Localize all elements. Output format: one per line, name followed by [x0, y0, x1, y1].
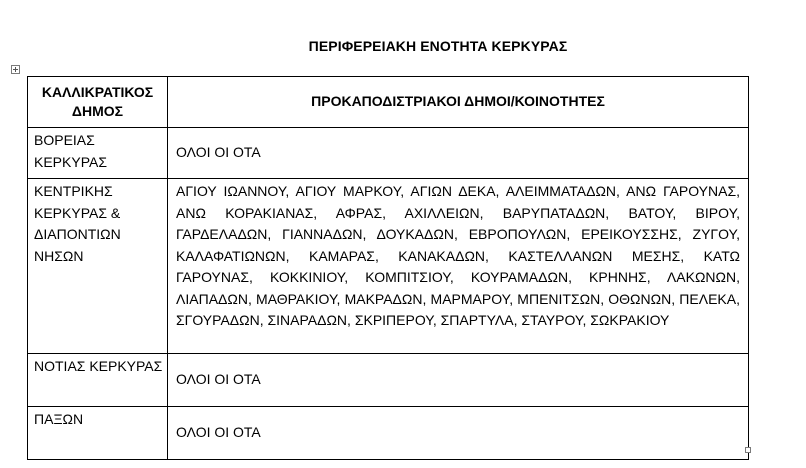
municipalities-table	[27, 76, 749, 460]
communities-cell: ΟΛΟΙ ΟΙ ΟΤΑ	[168, 407, 749, 460]
document-title: ΠΕΡΙΦΕΡΕΙΑΚΗ ΕΝΟΤΗΤΑ ΚΕΡΚΥΡΑΣ	[308, 38, 568, 54]
header-municipality: ΚΑΛΛΙΚΡΑΤΙΚΟΣ ΔΗΜΟΣ	[28, 77, 168, 128]
communities-cell: ΑΓΙΟΥ ΙΩΑΝΝΟΥ, ΑΓΙΟΥ ΜΑΡΚΟΥ, ΑΓΙΩΝ ΔΕΚΑ, ΑΛΕΙΜΜΑΤΑΔΩΝ, ΑΝΩ ΓΑΡΟΥΝΑΣ, ΑΝΩ ΚΟΡΑΚΙΑΝΑΣ, ΑΦΡΑΣ, ΑΧΙΛΛΕΙΩΝ, ΒΑΡΥΠΑΤΑΔΩΝ, ΒΑΤΟΥ, ΒΙΡΟΥ, ΓΑΡΔΕΛΑΔΩΝ, ΓΙΑΝΝΑΔΩΝ, ΔΟΥΚΑΔΩΝ, ΕΒΡΟΠΟΥΛΩΝ, ΕΡΕΙΚΟΥΣΣΗΣ, ΖΥΓΟΥ, ΚΑΛΑΦΑΤΙΩΝΩΝ, ΚΑΜΑΡΑΣ, ΚΑΝΑΚΑΔΩΝ, ΚΑΣΤΕΛΛΑΝΩΝ ΜΕΣΗΣ, ΚΑΤΩ ΓΑΡΟΥΝΑΣ, ΚΟΚΚΙΝΙΟΥ, ΚΟΜΠΙΤΣΙΟΥ, ΚΟΥΡΑΜΑΔΩΝ, ΚΡΗΝΗΣ, ΛΑΚΩΝΩΝ, ΛΙΑΠΑΔΩΝ, ΜΑΘΡΑΚΙΟΥ, ΜΑΚΡΑΔΩΝ, ΜΑΡΜΑΡΟΥ, ΜΠΕΝΙΤΣΩΝ, ΟΘΩΝΩΝ, ΠΕΛΕΚΑ, ΣΓΟΥΡΑΔΩΝ, ΣΙΝΑΡΑΔΩΝ, ΣΚΡΙΠΕΡΟΥ, ΣΠΑΡΤΥΛΑ, ΣΤΑΥΡΟΥ, ΣΩΚΡΑΚΙΟΥ	[168, 179, 749, 354]
municipality-cell: ΚΕΝΤΡΙΚΗΣ ΚΕΡΚΥΡΑΣ & ΔΙΑΠΟΝΤΙΩΝ ΝΗΣΩΝ	[28, 179, 168, 354]
municipality-cell: ΝΟΤΙΑΣ ΚΕΡΚΥΡΑΣ	[28, 354, 168, 407]
header-communities: ΠΡΟΚΑΠΟΔΙΣΤΡΙΑΚΟΙ ΔΗΜΟΙ/ΚΟΙΝΟΤΗΤΕΣ	[168, 77, 749, 128]
communities-cell: ΟΛΟΙ ΟΙ ΟΤΑ	[168, 354, 749, 407]
table-move-handle-icon[interactable]	[11, 65, 20, 74]
table-row	[28, 128, 749, 179]
table-row	[28, 354, 749, 407]
communities-cell: ΟΛΟΙ ΟΙ ΟΤΑ	[168, 128, 749, 179]
table-row	[28, 407, 749, 460]
municipality-cell: ΒΟΡΕΙΑΣ ΚΕΡΚΥΡΑΣ	[28, 128, 168, 179]
table-resize-handle-icon[interactable]	[745, 447, 751, 453]
table-row	[28, 179, 749, 354]
municipality-cell: ΠΑΞΩΝ	[28, 407, 168, 460]
table-header-row	[28, 77, 749, 128]
